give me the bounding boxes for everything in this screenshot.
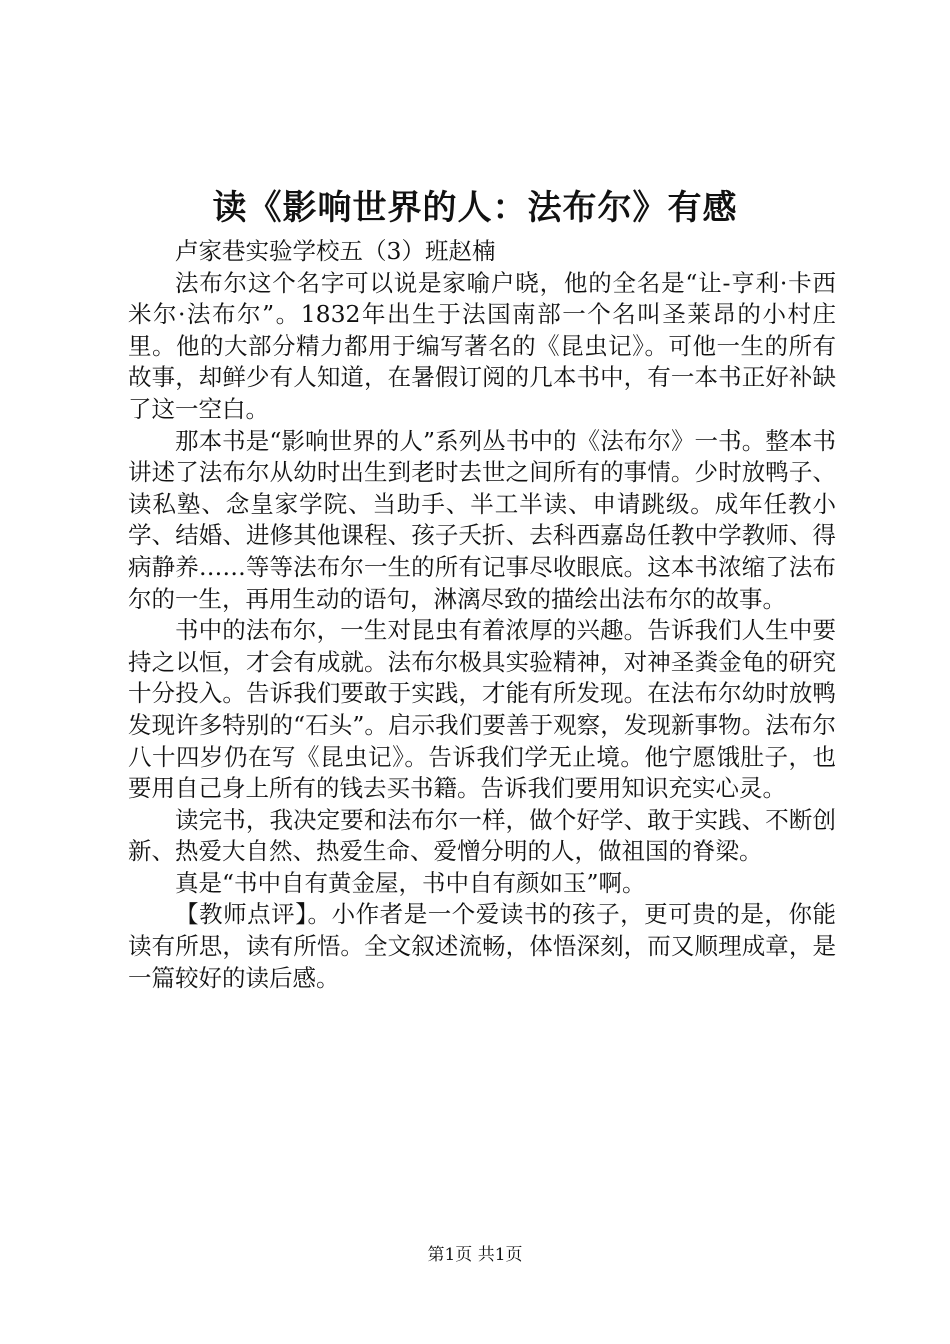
paragraph-3: 书中的法布尔，一生对昆虫有着浓厚的兴趣。告诉我们人生中要持之以恒，才会有成就。法布尔极具实验精神，对神圣粪金龟的研究十分投入。告诉我们要敢于实践，才能有所发现。在法布尔幼时放鸭发现许多特别的“石头”。启示我们要善于观察，发现新事物。法布尔八十四岁仍在写《昆虫记》。告诉我们学无止境。他宁愿饿肚子，也要用自己身上所有的钱去买书籍。告诉我们要用知识充实心灵。 [128,616,836,803]
teacher-comment: 【教师点评】。小作者是一个爱读书的孩子，更可贵的是，你能读有所思，读有所悟。全文叙述流畅，体悟深刻，而又顺理成章，是一篇较好的读后感。 [128,900,836,992]
document-body [128,236,836,994]
document-title: 读《影响世界的人：法布尔》有感 [212,188,738,228]
paragraph-4: 读完书，我决定要和法布尔一样，做个好学、敢于实践、不断创新、热爱大自然、热爱生命、爱憎分明的人，做祖国的脊梁。 [128,805,836,866]
paragraph-5: 真是“书中自有黄金屋，书中自有颜如玉”啊。 [175,868,646,897]
author-line: 卢家巷实验学校五（3）班赵楠 [175,237,496,265]
page-footer: 第1页 共1页 [427,1245,523,1265]
paragraph-1: 法布尔这个名字可以说是家喻户晓，他的全名是“让-亨利·卡西米尔·法布尔”。1832年出生于法国南部一个名叫圣莱昂的小村庄里。他的大部分精力都用于编写著名的《昆虫记》。可他一生的所有故事，却鲜少有人知道，在暑假订阅的几本书中，有一本书正好补缺了这一空白。 [128,268,836,423]
paragraph-2: 那本书是“影响世界的人”系列丛书中的《法布尔》一书。整本书讲述了法布尔从幼时出生到老时去世之间所有的事情。少时放鸭子、读私塾、念皇家学院、当助手、半工半读、申请跳级。成年任教小学、结婚、进修其他课程、孩子夭折、去科西嘉岛任教中学教师、得病静养……等等法布尔一生的所有记事尽收眼底。这本书浓缩了法布尔的一生，再用生动的语句，淋漓尽致的描绘出法布尔的故事。 [128,426,836,613]
